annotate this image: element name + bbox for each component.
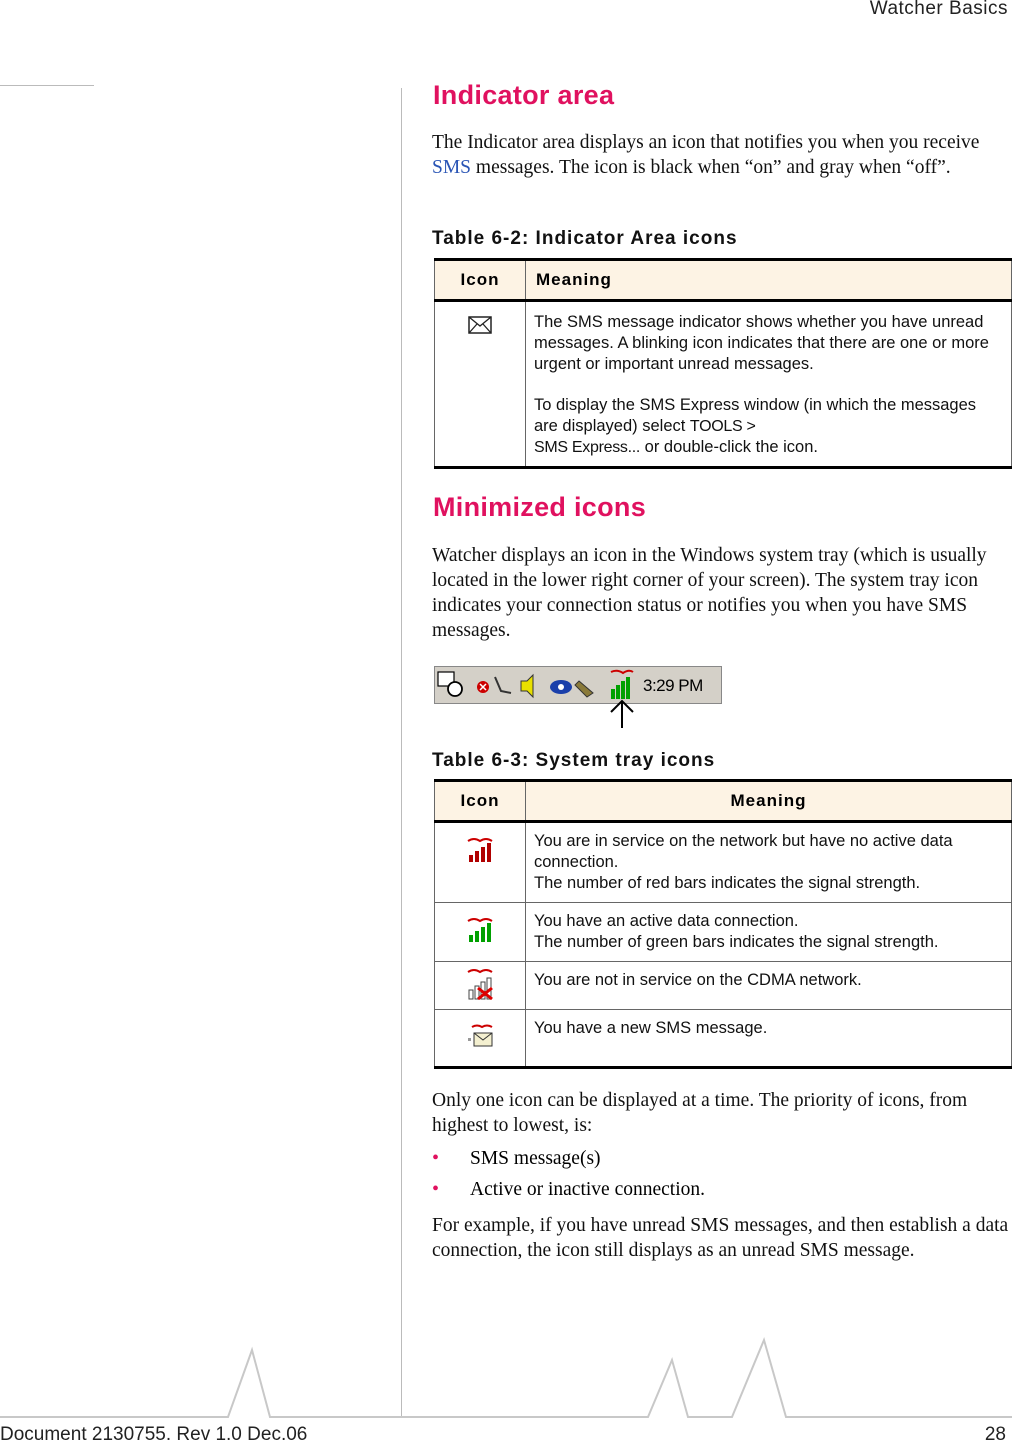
table-6-3-caption: Table 6-3: System tray icons [432, 750, 716, 771]
footer-decoration [0, 1330, 1012, 1426]
system-tray-image [434, 666, 722, 704]
indicator-area-table [434, 258, 1012, 469]
running-header: Watcher Basics [869, 0, 1008, 19]
table-row [435, 822, 1012, 903]
green-bars-line-2: The number of green bars indicates the signal strength. [534, 933, 939, 951]
sms-indicator-description: The SMS message indicator shows whether you have unread messages. A blinking icon indicates that there are one or more urgent or important unread messages. [534, 313, 989, 373]
list-item [432, 1177, 1010, 1208]
page-number: 28 [984, 1424, 1006, 1445]
arrow-up-icon [608, 698, 636, 730]
margin-rule [401, 88, 402, 1418]
table-row [435, 301, 1012, 468]
bullet: • [432, 1147, 440, 1169]
system-tray-table [434, 779, 1012, 1069]
list-item [432, 1146, 1010, 1177]
indicator-text: The Indicator area displays an icon that notifies you when you receive [432, 132, 980, 153]
green-bars-line-1: You have an active data connection. [534, 912, 799, 930]
example-paragraph: For example, if you have unread SMS messages, and then establish a data connection, the icon still displays as an unread SMS message. [432, 1215, 1009, 1261]
priority-paragraph: Only one icon can be displayed at a time. The priority of icons, from highest to lowest, is: [432, 1090, 968, 1136]
col-meaning-header: Meaning [526, 781, 1012, 822]
minimized-paragraph: Watcher displays an icon in the Windows system tray (which is usually located in the lower right corner of your screen). The system tray icon indicates your connection status or notifies you when you have SMS messages. [432, 545, 987, 641]
col-meaning-header: Meaning [526, 260, 1012, 301]
header-rule [0, 85, 94, 86]
indicator-paragraph [432, 130, 1010, 180]
instruction-text: To display the SMS Express window (in which the messages are displayed) select [534, 396, 977, 435]
col-icon-header: Icon [435, 260, 526, 301]
sms-link[interactable]: SMS [432, 157, 472, 178]
table-row [435, 1010, 1012, 1068]
envelope-icon [435, 301, 526, 468]
minimized-heading: Minimized icons [433, 492, 647, 522]
table-row [435, 962, 1012, 1010]
list-item-text: SMS message(s) [470, 1148, 601, 1169]
document-number: Document 2130755. Rev 1.0 Dec.06 [0, 1424, 308, 1445]
green-signal-bars-icon [435, 903, 526, 962]
table-6-2-caption: Table 6-2: Indicator Area icons [432, 228, 738, 249]
red-bars-line-2: The number of red bars indicates the signal strength. [534, 874, 921, 892]
no-service-line-1: You are not in service on the CDMA network. [534, 971, 862, 989]
sms-express-instructions [534, 395, 1003, 458]
red-bars-line-1: You are in service on the network but have no active data connection. [534, 832, 953, 871]
instruction-text-end: or double-click the icon. [640, 438, 818, 456]
priority-list [432, 1146, 1010, 1208]
indicator-heading: Indicator area [433, 80, 615, 110]
menu-sms-express: SMS Express... [534, 439, 641, 456]
col-icon-header: Icon [435, 781, 526, 822]
no-service-icon [435, 962, 526, 1010]
menu-tools: TOOLS > [689, 418, 756, 435]
bullet: • [432, 1178, 440, 1200]
tray-clock: 3:29 PM [643, 676, 703, 695]
list-item-text: Active or inactive connection. [470, 1179, 705, 1200]
new-sms-icon [435, 1010, 526, 1068]
new-sms-line-1: You have a new SMS message. [534, 1019, 768, 1037]
indicator-text-end: messages. The icon is black when “on” and gray when “off”. [471, 157, 951, 178]
table-row [435, 903, 1012, 962]
red-signal-bars-icon [435, 822, 526, 903]
